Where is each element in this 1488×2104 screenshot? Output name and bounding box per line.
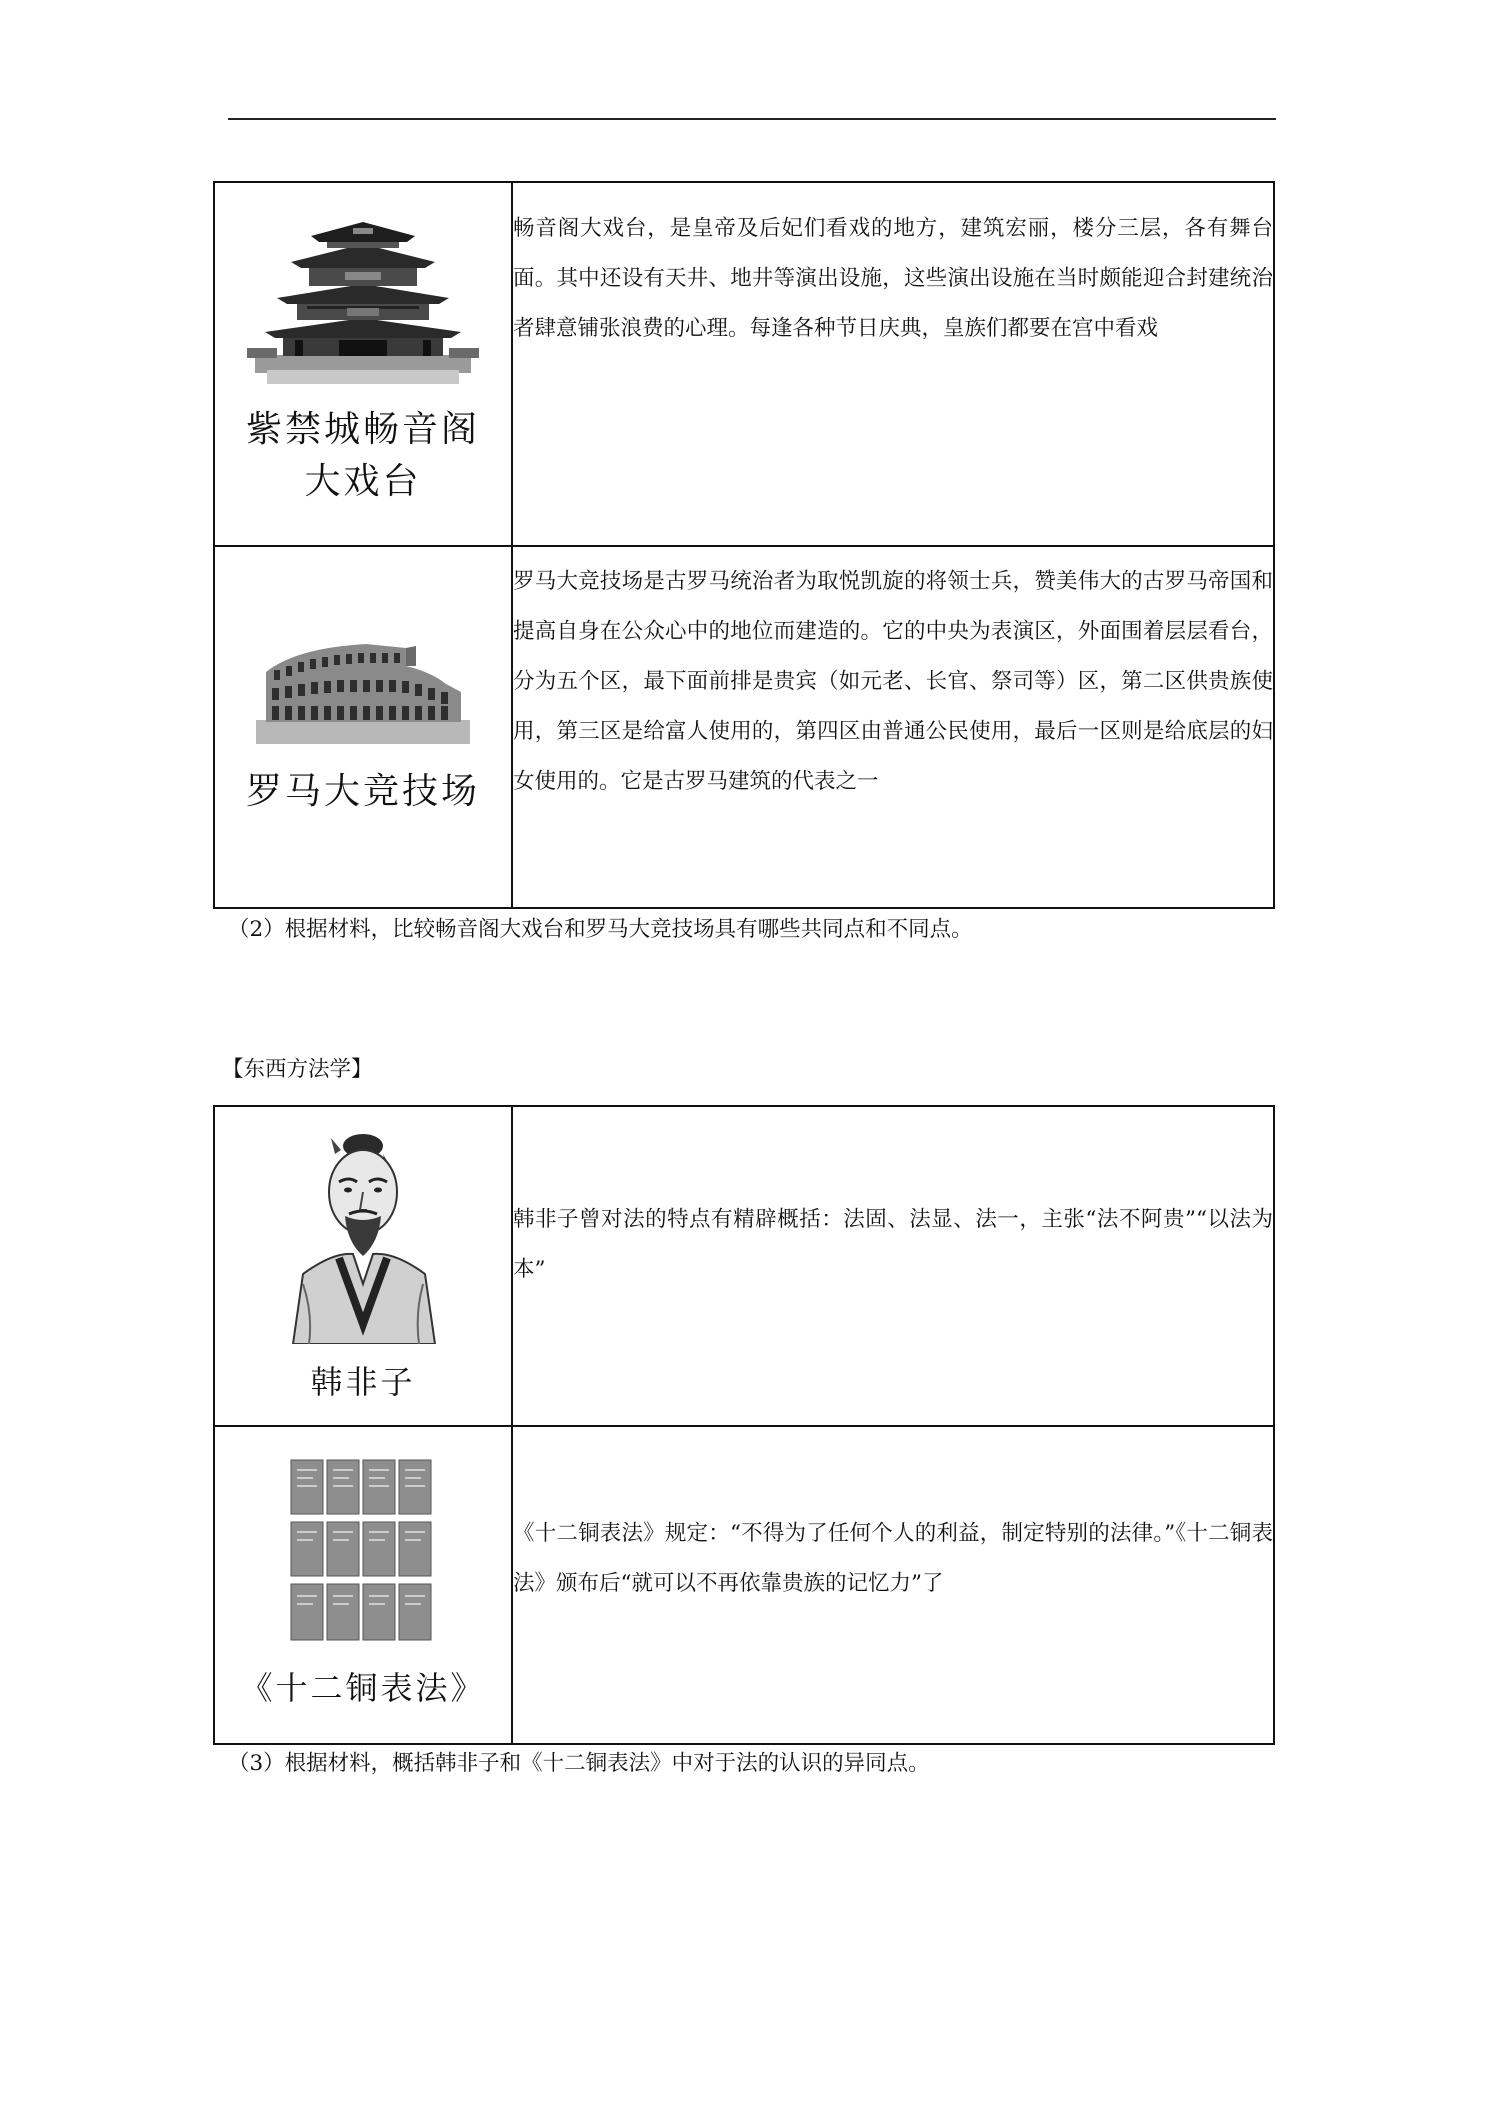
law-materials-table xyxy=(213,1105,1275,1745)
question-3: （3）根据材料，概括韩非子和《十二铜表法》中对于法的认识的异同点。 xyxy=(228,1751,930,1776)
image-caption: 罗马大竞技场 xyxy=(245,771,480,812)
table-row xyxy=(214,1426,1274,1744)
table-row xyxy=(214,546,1274,908)
pavilion-icon xyxy=(247,220,479,390)
image-caption: 紫禁城畅音阁 xyxy=(245,409,480,450)
question-2: （2）根据材料，比较畅音阁大戏台和罗马大竞技场具有哪些共同点和不同点。 xyxy=(228,917,973,942)
section-title: 【东西方法学】 xyxy=(222,1057,373,1082)
table-row xyxy=(214,182,1274,546)
header-rule xyxy=(228,118,1276,120)
image-cell xyxy=(214,546,512,908)
material-text: 罗马大竞技场是古罗马统治者为取悦凯旋的将领士兵，赞美伟大的古罗马帝国和提高自身在公众心中的地位而建造的。它的中央为表演区，外面围着层层看台，分为五个区，最下面前排是贵宾（如元老、长官、祭司等）区，第二区供贵族使用，第三区是给富人使用的，第四区由普通公民使用，最后一区则是给底层的妇女使用的。它是古罗马建筑的代表之一 xyxy=(512,546,1274,908)
bronze-tablets-icon xyxy=(287,1456,439,1646)
table-row xyxy=(214,1106,1274,1426)
image-cell xyxy=(214,1106,512,1426)
material-text: 《十二铜表法》规定：“不得为了任何个人的利益，制定特别的法律。”《十二铜表法》颁布后“就可以不再依靠贵族的记忆力”了 xyxy=(512,1426,1274,1744)
image-caption: 大戏台 xyxy=(304,461,422,502)
colosseum-icon xyxy=(256,636,470,746)
image-caption: 韩非子 xyxy=(310,1363,416,1401)
material-text: 韩非子曾对法的特点有精辟概括：法固、法显、法一，主张“法不阿贵”“以法为本” xyxy=(512,1106,1274,1426)
image-cell xyxy=(214,1426,512,1744)
architecture-materials-table xyxy=(213,181,1275,909)
material-text: 畅音阁大戏台，是皇帝及后妃们看戏的地方，建筑宏丽，楼分三层，各有舞台面。其中还设有天井、地井等演出设施，这些演出设施在当时颇能迎合封建统治者肆意铺张浪费的心理。每逢各种节日庆典，皇族们都要在宫中看戏 xyxy=(512,182,1274,546)
image-cell xyxy=(214,182,512,546)
han-feizi-portrait-icon xyxy=(283,1124,443,1344)
image-caption: 《十二铜表法》 xyxy=(240,1669,486,1707)
